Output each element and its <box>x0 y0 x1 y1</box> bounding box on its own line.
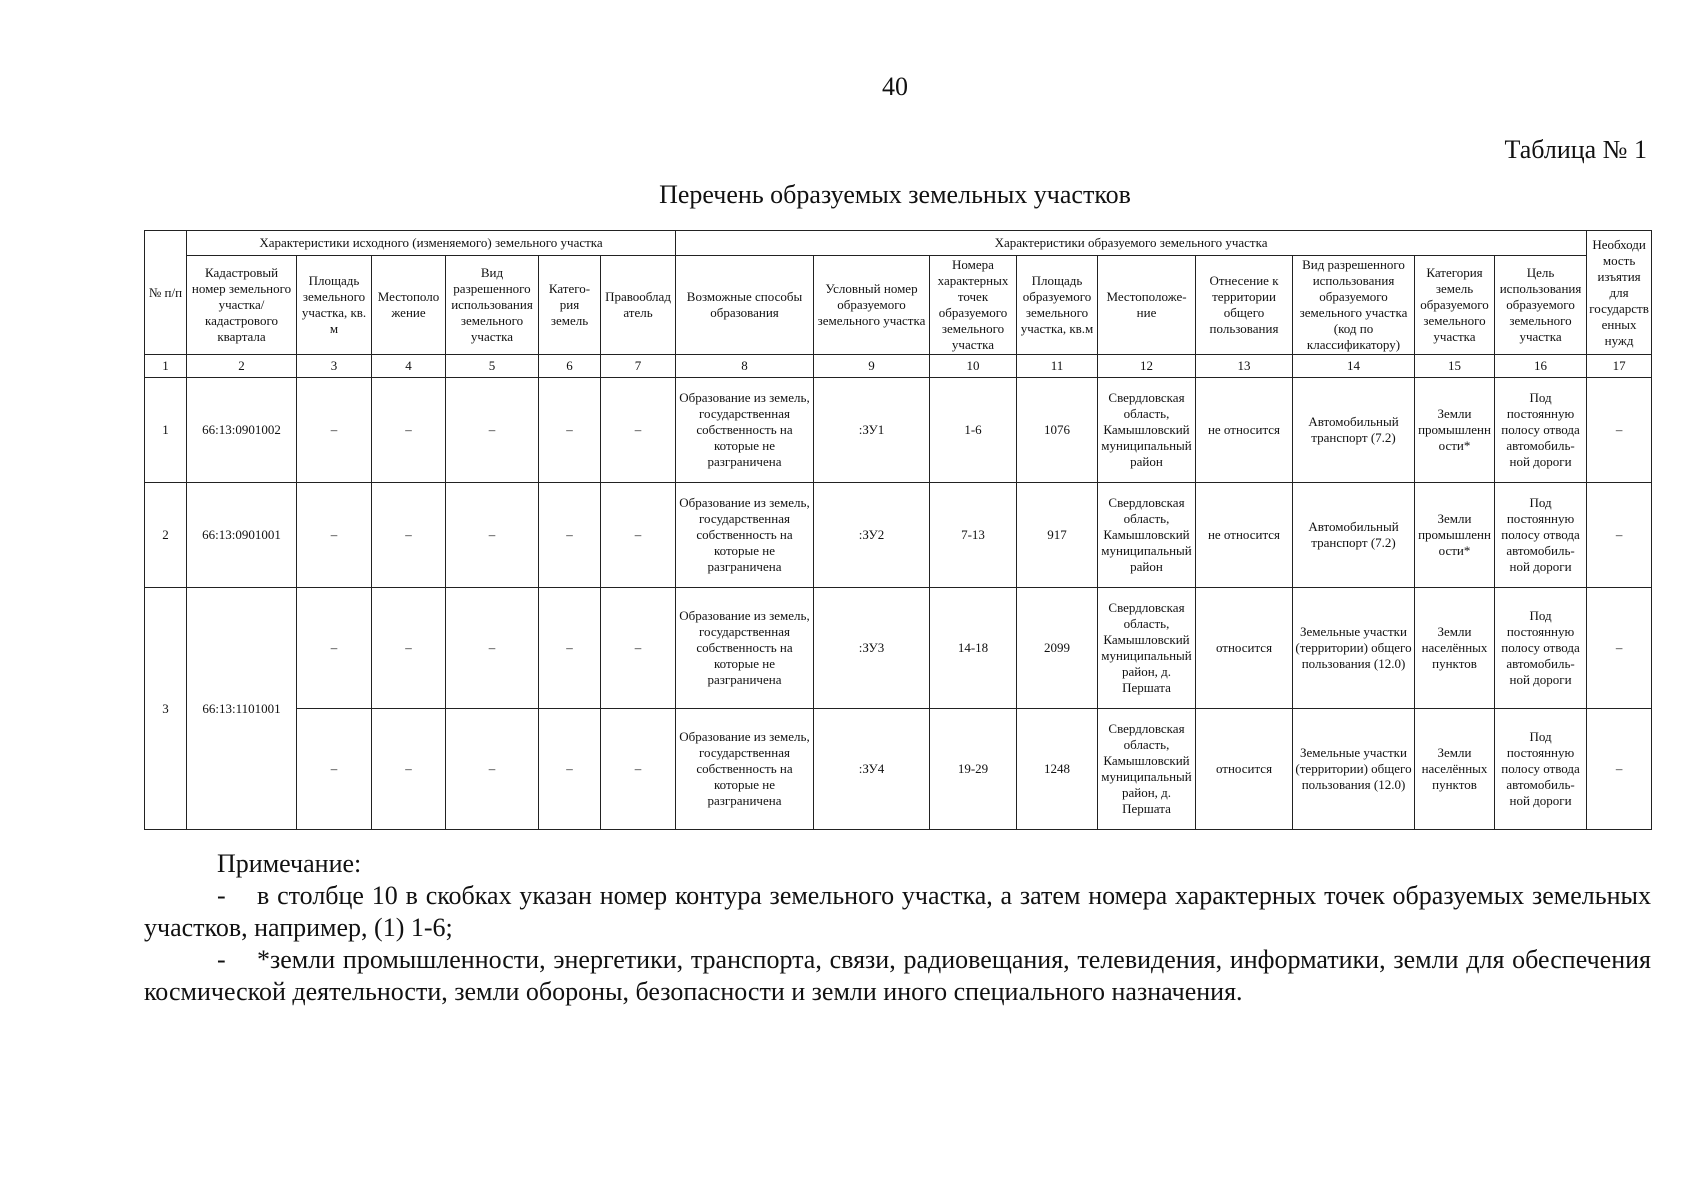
cell-method: Образование из земель, государственная собственность на которые не разграничена <box>676 709 814 830</box>
note-text: в столбце 10 в скобках указан номер контура земельного участка, а затем номера характерных точек образуемых земельных участков, например, (1) 1-6; <box>144 881 1651 942</box>
header-no: № п/п <box>145 231 187 355</box>
cell-no: 2 <box>145 483 187 588</box>
cell-category: Земли промышленности* <box>1415 378 1495 483</box>
cell-location-src: – <box>372 483 446 588</box>
header-cell: Площадь образуемого земельного участка, кв.м <box>1017 256 1098 355</box>
header-group-source: Характеристики исходного (изменяемого) земельного участка <box>187 231 676 256</box>
cell-location: Свердловская область, Камышловский муниципальный район, д. Першата <box>1098 588 1196 709</box>
cell-public: относится <box>1196 709 1293 830</box>
cell-location: Свердловская область, Камышловский муниципальный район <box>1098 483 1196 588</box>
cell-category-src: – <box>539 483 601 588</box>
cell-purpose: Под постоянную полосу отвода автомобиль-ной дороги <box>1495 588 1587 709</box>
cell-points: 14-18 <box>930 588 1017 709</box>
column-number: 7 <box>601 355 676 378</box>
cell-no: 1 <box>145 378 187 483</box>
cell-need: – <box>1587 378 1652 483</box>
column-number: 16 <box>1495 355 1587 378</box>
column-number: 2 <box>187 355 297 378</box>
cell-cond-no: :ЗУ4 <box>814 709 930 830</box>
cell-use-src: – <box>446 483 539 588</box>
cell-location: Свердловская область, Камышловский муниципальный район, д. Першата <box>1098 709 1196 830</box>
cell-cond-no: :ЗУ2 <box>814 483 930 588</box>
cell-no: 3 <box>145 588 187 830</box>
header-group-row <box>145 231 1652 256</box>
cell-cadastral: 66:13:1101001 <box>187 588 297 830</box>
cell-area-src: – <box>297 483 372 588</box>
column-number: 3 <box>297 355 372 378</box>
header-cell: Площадь земельного участка, кв. м <box>297 256 372 355</box>
header-cell: Возможные способы образования <box>676 256 814 355</box>
header-cell: Номера характерных точек образуемого земельного участка <box>930 256 1017 355</box>
column-number: 14 <box>1293 355 1415 378</box>
column-number: 13 <box>1196 355 1293 378</box>
cell-area: 2099 <box>1017 588 1098 709</box>
cell-area-src: – <box>297 588 372 709</box>
cell-use-src: – <box>446 378 539 483</box>
document-title: Перечень образуемых земельных участков <box>659 180 1131 209</box>
notes-title: Примечание: <box>217 849 362 878</box>
cell-need: – <box>1587 483 1652 588</box>
header-cell: Условный номер образуемого земельного участка <box>814 256 930 355</box>
table-row <box>145 378 1652 483</box>
cell-use-src: – <box>446 709 539 830</box>
note-text: *земли промышленности, энергетики, транспорта, связи, радиовещания, телевидения, информатики, земли для обеспечения космической деятельности, земли обороны, безопасности и земли иного специального назначения. <box>144 945 1651 1006</box>
notes <box>144 848 1651 1008</box>
cell-purpose: Под постоянную полосу отвода автомобиль-ной дороги <box>1495 378 1587 483</box>
column-number: 1 <box>145 355 187 378</box>
column-number: 5 <box>446 355 539 378</box>
cell-purpose: Под постоянную полосу отвода автомобиль-ной дороги <box>1495 709 1587 830</box>
table-row <box>145 588 1652 709</box>
cell-location: Свердловская область, Камышловский муниципальный район <box>1098 378 1196 483</box>
header-cell: Местоположение <box>372 256 446 355</box>
cell-use: Земельные участки (территории) общего пользования (12.0) <box>1293 709 1415 830</box>
cell-need: – <box>1587 709 1652 830</box>
header-cell: Категория земель образуемого земельного участка <box>1415 256 1495 355</box>
cell-use-src: – <box>446 588 539 709</box>
header-cell: Местоположе-ние <box>1098 256 1196 355</box>
cell-cadastral: 66:13:0901002 <box>187 378 297 483</box>
cell-method: Образование из земель, государственная собственность на которые не разграничена <box>676 588 814 709</box>
column-number: 4 <box>372 355 446 378</box>
cell-owner-src: – <box>601 378 676 483</box>
column-number: 11 <box>1017 355 1098 378</box>
cell-category-src: – <box>539 588 601 709</box>
cell-public: не относится <box>1196 378 1293 483</box>
cell-cond-no: :ЗУ3 <box>814 588 930 709</box>
cell-area: 1248 <box>1017 709 1098 830</box>
column-number-row <box>145 355 1652 378</box>
header-cell: Вид разрешенного использования образуемого земельного участка (код по классификатору) <box>1293 256 1415 355</box>
cell-use: Автомобильный транспорт (7.2) <box>1293 378 1415 483</box>
note-dash: - <box>217 881 226 910</box>
header-cell: Вид разрешенного использования земельного участка <box>446 256 539 355</box>
cell-location-src: – <box>372 709 446 830</box>
cell-location-src: – <box>372 588 446 709</box>
cell-points: 1-6 <box>930 378 1017 483</box>
cell-public: не относится <box>1196 483 1293 588</box>
cell-category: Земли населённых пунктов <box>1415 709 1495 830</box>
header-cell: Цель использования образуемого земельного участка <box>1495 256 1587 355</box>
cell-purpose: Под постоянную полосу отвода автомобиль-ной дороги <box>1495 483 1587 588</box>
cell-method: Образование из земель, государственная собственность на которые не разграничена <box>676 483 814 588</box>
cell-use: Земельные участки (территории) общего пользования (12.0) <box>1293 588 1415 709</box>
cell-area-src: – <box>297 378 372 483</box>
cell-points: 7-13 <box>930 483 1017 588</box>
cell-area: 1076 <box>1017 378 1098 483</box>
cell-points: 19-29 <box>930 709 1017 830</box>
header-cell: Отнесение к территории общего пользования <box>1196 256 1293 355</box>
header-cell: Кадастровый номер земельного участка/ кадастрового квартала <box>187 256 297 355</box>
cell-category-src: – <box>539 709 601 830</box>
header-need: Необходимость изъятия для государственных нужд <box>1587 231 1652 355</box>
cell-location-src: – <box>372 378 446 483</box>
header-row <box>145 256 1652 355</box>
cell-category: Земли населённых пунктов <box>1415 588 1495 709</box>
land-plots-table <box>144 230 1652 830</box>
cell-cond-no: :ЗУ1 <box>814 378 930 483</box>
cell-cadastral: 66:13:0901001 <box>187 483 297 588</box>
cell-owner-src: – <box>601 588 676 709</box>
column-number: 12 <box>1098 355 1196 378</box>
column-number: 9 <box>814 355 930 378</box>
column-number: 6 <box>539 355 601 378</box>
table-label: Таблица № 1 <box>1504 135 1647 164</box>
cell-category: Земли промышленности* <box>1415 483 1495 588</box>
cell-area-src: – <box>297 709 372 830</box>
header-group-new: Характеристики образуемого земельного участка <box>676 231 1587 256</box>
cell-owner-src: – <box>601 709 676 830</box>
table-row <box>145 709 1652 830</box>
cell-public: относится <box>1196 588 1293 709</box>
cell-area: 917 <box>1017 483 1098 588</box>
table-row <box>145 483 1652 588</box>
note-item <box>144 880 1651 944</box>
cell-need: – <box>1587 588 1652 709</box>
column-number: 17 <box>1587 355 1652 378</box>
cell-owner-src: – <box>601 483 676 588</box>
column-number: 10 <box>930 355 1017 378</box>
page-number: 40 <box>882 72 908 101</box>
note-item <box>144 944 1651 1008</box>
column-number: 15 <box>1415 355 1495 378</box>
cell-category-src: – <box>539 378 601 483</box>
header-cell: Правообладатель <box>601 256 676 355</box>
header-cell: Катего-рия земель <box>539 256 601 355</box>
cell-method: Образование из земель, государственная собственность на которые не разграничена <box>676 378 814 483</box>
cell-use: Автомобильный транспорт (7.2) <box>1293 483 1415 588</box>
column-number: 8 <box>676 355 814 378</box>
note-dash: - <box>217 945 226 974</box>
